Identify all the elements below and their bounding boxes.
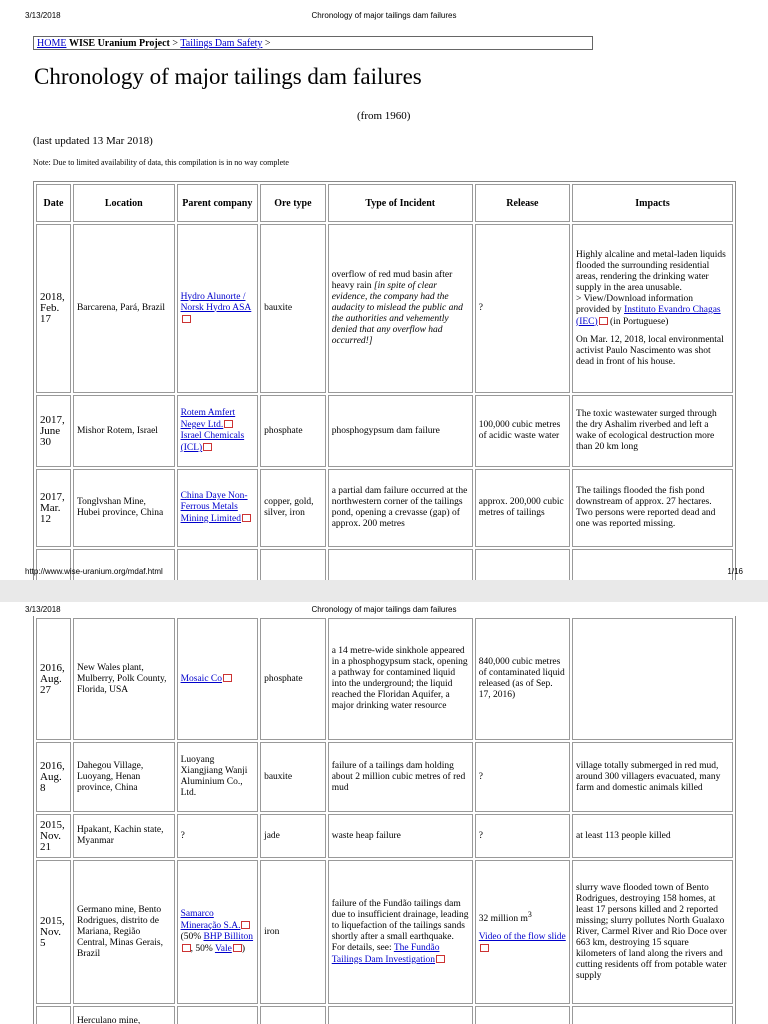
external-link-icon <box>242 514 251 522</box>
incident-text: failure of the Fundão tailings dam due to insufficient drainage, leading to liquefaction of the tailings sands shortly after a small earthquake. <box>331 898 469 942</box>
cell-impacts: village totally submerged in red mud, around 300 villagers evacuated, many farm and domestic animals killed <box>572 742 733 812</box>
cell-release <box>475 860 570 1004</box>
page-title: Chronology of major tailings dam failures <box>34 64 422 89</box>
cell-company: Luoyang Xiangjiang Wanji Aluminium Co., Ltd. <box>177 742 259 812</box>
cell-impacts: The tailings flooded the fish pond downstream of approx. 27 hectares. Two persons were reported dead and one was reported missing. <box>572 469 733 547</box>
company-link[interactable]: Rotem Amfert Negev Ltd. <box>180 408 236 430</box>
company-link[interactable]: BHP Billiton <box>203 932 254 942</box>
column-header-company: Parent company <box>177 184 259 222</box>
cell-ore: phosphate <box>260 395 326 467</box>
cell-release <box>475 1006 570 1024</box>
print-title: Chronology of major tailings dam failures <box>311 11 457 20</box>
breadcrumb <box>33 36 593 50</box>
cell-ore <box>260 1006 326 1024</box>
external-link-icon <box>480 944 489 952</box>
cell-empty <box>328 549 473 580</box>
column-header-ore: Ore type <box>260 184 326 222</box>
cell-impacts <box>572 1006 733 1024</box>
cell-company: ? <box>177 814 259 858</box>
cell-location: New Wales plant, Mulberry, Polk County, Florida, USA <box>73 618 175 740</box>
column-header-incident: Type of Incident <box>328 184 473 222</box>
cell-date: 2016, Aug. 8 <box>36 742 71 812</box>
company-text: , 50% <box>190 944 215 954</box>
cell-company <box>177 618 259 740</box>
print-page-2 <box>0 602 768 1024</box>
impacts-paragraph: Highly alcaline and metal-laden liquids flooded the surrounding residential areas, rendering the drinking water supply in the area unusable. <box>576 249 726 293</box>
company-link[interactable]: Hydro Alunorte / Norsk Hydro ASA <box>180 291 252 313</box>
column-header-release: Release <box>475 184 570 222</box>
cell-release: 100,000 cubic metres of acidic waste water <box>475 395 570 467</box>
external-link-icon <box>182 944 191 952</box>
incident-text: overflow of red mud basin after heavy rain <box>331 270 453 291</box>
table-row <box>36 1006 733 1024</box>
cell-date: 2017, Mar. 12 <box>36 469 71 547</box>
cell-release: approx. 200,000 cubic metres of tailings <box>475 469 570 547</box>
cell-date <box>36 1006 71 1024</box>
cell-release: ? <box>475 814 570 858</box>
column-header-date: Date <box>36 184 71 222</box>
company-link[interactable]: Israel Chemicals (ICL) <box>180 431 245 453</box>
incident-note: [in spite of clear evidence, the company had the audacity to mislead the public and the authorities and vehemently denied that any overflow had occurred!] <box>331 281 463 346</box>
cell-ore: phosphate <box>260 618 326 740</box>
cell-location: Hpakant, Kachin state, Myanmar <box>73 814 175 858</box>
breadcrumb-home-link[interactable]: HOME <box>37 38 67 49</box>
table-row <box>36 860 733 1004</box>
print-url: http://www.wise-uranium.org/mdaf.html <box>25 567 163 576</box>
impacts-text: (in Portuguese) <box>607 316 669 327</box>
cell-empty <box>572 549 733 580</box>
print-title: Chronology of major tailings dam failures <box>311 605 457 614</box>
external-link-icon <box>599 317 608 325</box>
release-text: 32 million m <box>478 914 528 925</box>
note-text: Note: Due to limited availability of data, this compilation is in no way complete <box>33 158 289 167</box>
cell-date: 2015, Nov. 5 <box>36 860 71 1004</box>
incident-text: For details, see: <box>331 942 394 953</box>
column-header-impacts: Impacts <box>572 184 733 222</box>
cell-release: 840,000 cubic metres of contaminated liquid released (as of Sep. 17, 2016) <box>475 618 570 740</box>
iec-link[interactable]: Instituto Evandro Chagas (IEC) <box>576 304 721 327</box>
cell-impacts: at least 113 people killed <box>572 814 733 858</box>
impacts-paragraph <box>576 294 729 328</box>
failures-table-continued <box>33 616 736 1024</box>
external-link-icon <box>233 944 242 952</box>
failures-table <box>33 181 736 580</box>
table-row <box>36 618 733 740</box>
cell-location: Dahegou Village, Luoyang, Henan province, China <box>73 742 175 812</box>
release-superscript: 3 <box>527 910 532 920</box>
table-row <box>36 395 733 467</box>
cell-release: ? <box>475 742 570 812</box>
external-link-icon <box>203 443 212 451</box>
company-text: ) <box>241 944 245 954</box>
cell-release: ? <box>475 224 570 393</box>
table-header-row <box>36 184 733 222</box>
cell-date: 2016, Aug. 27 <box>36 618 71 740</box>
page-separator <box>0 580 768 602</box>
external-link-icon <box>436 955 445 963</box>
table-row <box>36 469 733 547</box>
breadcrumb-separator: > <box>264 38 271 49</box>
cell-impacts: slurry wave flooded town of Bento Rodrigues, destroying 158 homes, at least 17 persons killed and 2 reported missing; slurry pollutes North Gualaxo River, Carmel River and Rio Doce over 663 km, destroying 15 square kilometers of land along the rivers and cutting residents off from potable water supply <box>572 860 733 1004</box>
cell-empty <box>260 549 326 580</box>
cell-ore: bauxite <box>260 224 326 393</box>
external-link-icon <box>182 315 191 323</box>
breadcrumb-project: WISE Uranium Project <box>68 38 170 49</box>
cell-company <box>177 224 259 393</box>
company-link[interactable]: Mosaic Co <box>180 674 222 684</box>
cell-incident <box>328 860 473 1004</box>
cell-company <box>177 860 259 1004</box>
print-date: 3/13/2018 <box>25 605 61 614</box>
cell-location: Herculano mine, <box>73 1006 175 1024</box>
column-header-location: Location <box>73 184 175 222</box>
video-link[interactable]: Video of the flow slide <box>478 931 566 942</box>
cell-incident <box>328 224 473 393</box>
cell-company <box>177 1006 259 1024</box>
cell-location: Tonglvshan Mine, Hubei province, China <box>73 469 175 547</box>
external-link-icon <box>223 674 232 682</box>
cell-incident: phosphogypsum dam failure <box>328 395 473 467</box>
table-row <box>36 224 733 393</box>
cell-incident: waste heap failure <box>328 814 473 858</box>
breadcrumb-separator: > <box>172 38 179 49</box>
table-row <box>36 742 733 812</box>
cell-incident: failure of a tailings dam holding about 2 million cubic metres of red mud <box>328 742 473 812</box>
breadcrumb-dam-safety-link[interactable]: Tailings Dam Safety <box>180 38 263 49</box>
subtitle: (from 1960) <box>357 110 411 122</box>
company-link[interactable]: Vale <box>214 944 232 954</box>
cell-date: 2018, Feb. 17 <box>36 224 71 393</box>
external-link-icon <box>224 420 233 428</box>
fundao-investigation-link[interactable]: The Fundão Tailings Dam Investigation <box>331 942 440 965</box>
cell-date: 2015, Nov. 21 <box>36 814 71 858</box>
print-date: 3/13/2018 <box>25 11 61 20</box>
cell-empty <box>475 549 570 580</box>
cell-impacts <box>572 618 733 740</box>
impacts-paragraph: On Mar. 12, 2018, local environmental activist Paulo Nascimento was shot dead in front of his house. <box>576 334 724 367</box>
external-link-icon <box>241 921 250 929</box>
cell-empty <box>177 549 259 580</box>
cell-ore: copper, gold, silver, iron <box>260 469 326 547</box>
cell-location: Mishor Rotem, Israel <box>73 395 175 467</box>
cell-incident: a 14 metre-wide sinkhole appeared in a phosphogypsum stack, opening a pathway for contamined liquid into the underground; the liquid reached the Floridan Aquifer, a major drinking water resource <box>328 618 473 740</box>
cell-location: Barcarena, Pará, Brazil <box>73 224 175 393</box>
cell-ore: jade <box>260 814 326 858</box>
company-link[interactable]: Samarco Mineração S.A. <box>180 909 241 931</box>
cell-impacts <box>572 224 733 393</box>
company-text: (50% <box>180 932 204 942</box>
cell-incident <box>328 1006 473 1024</box>
cell-company <box>177 469 259 547</box>
cell-impacts: The toxic wastewater surged through the dry Ashalim riverbed and left a wake of ecological destruction more than 20 km long <box>572 395 733 467</box>
table-row <box>36 814 733 858</box>
cell-ore: bauxite <box>260 742 326 812</box>
cell-ore: iron <box>260 860 326 1004</box>
cell-company <box>177 395 259 467</box>
print-page-number: 1/16 <box>727 567 743 576</box>
cell-location: Germano mine, Bento Rodrigues, distrito de Mariana, Região Central, Minas Gerais, Brazil <box>73 860 175 1004</box>
company-link[interactable]: China Daye Non-Ferrous Metals Mining Limited <box>180 491 248 524</box>
cell-date: 2017, June 30 <box>36 395 71 467</box>
impacts-text: > View/Download information provided by <box>576 293 694 315</box>
last-updated: (last updated 13 Mar 2018) <box>33 135 153 147</box>
cell-incident: a partial dam failure occurred at the northwestern corner of the tailings pond, opening a crevasse (gap) of approx. 200 metres <box>328 469 473 547</box>
